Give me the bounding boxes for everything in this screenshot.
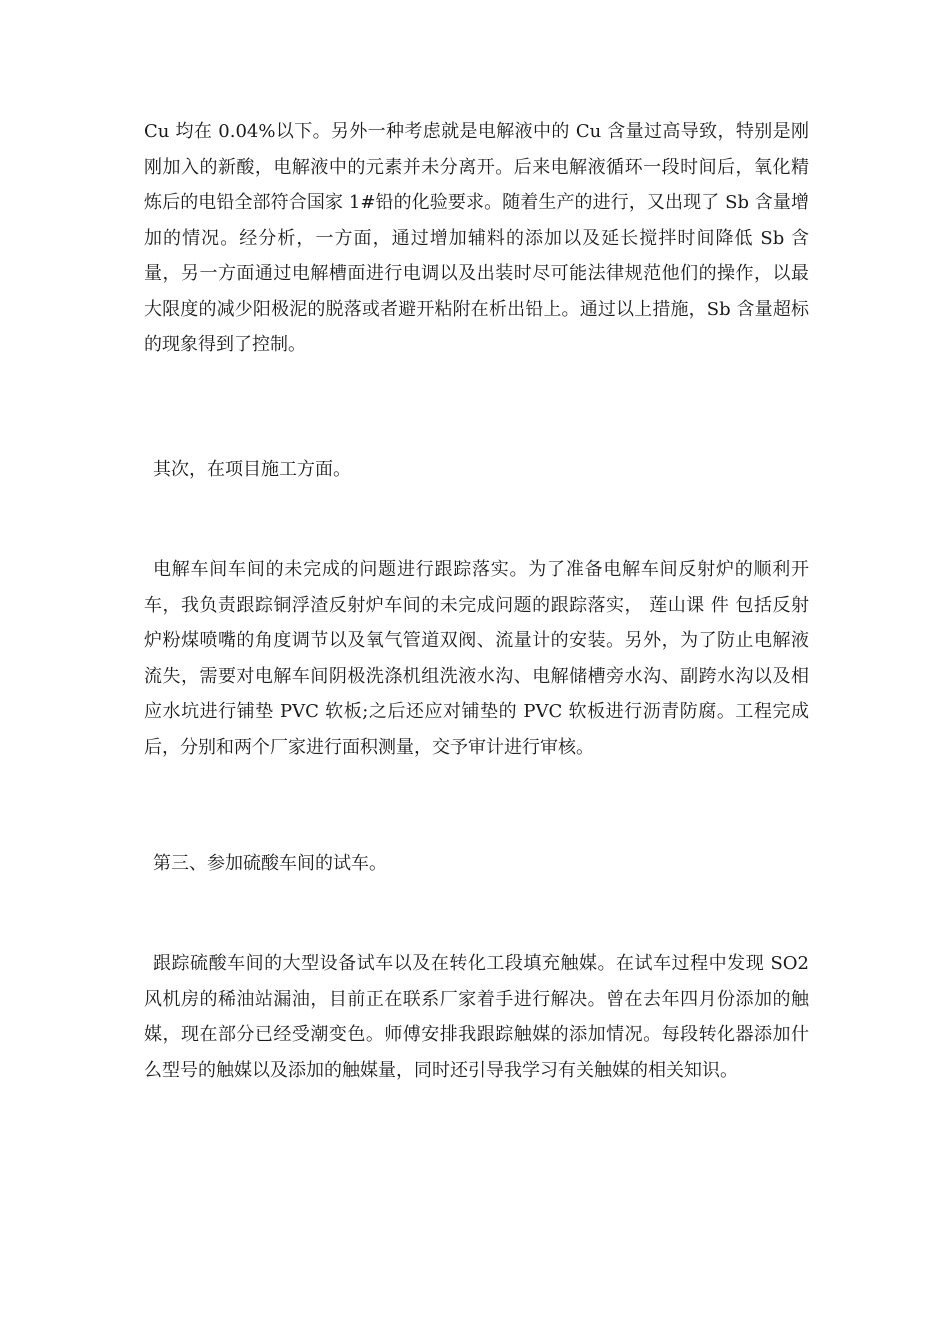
paragraph-copper-antimony-content: Cu 均在 0.04%以下。另外一种考虑就是电解液中的 Cu 含量过高导致，特别是刚刚加入的新酸，电解液中的元素并未分离开。后来电解液循环一段时间后，氧化精炼后的电铅全部符合国家 1#铅的化验要求。随着生产的进行，又出现了 Sb 含量增加的情况。经分析，一方面，通过增加辅料的添加以及延长搅拌时间降低 Sb 含量，另一方面通过电解槽面进行电调以及出装时尽可能法律规范他们的操作，以最大限度的减少阳极泥的脱落或者避开粘附在析出铅上。通过以上措施，Sb 含量超标的现象得到了控制。 <box>144 121 809 355</box>
section-heading-sulfuric-acid-trial: 第三、参加硫酸车间的试车。 <box>153 853 387 874</box>
paragraph-sulfuric-acid-catalyst: 跟踪硫酸车间的大型设备试车以及在转化工段填充触媒。在试车过程中发现 SO2 风机房的稀油站漏油，目前正在联系厂家着手进行解决。曾在去年四月份添加的触媒，现在部分已经受潮变色。师傅安排我跟踪触媒的添加情况。每段转化器添加什么型号的触媒以及添加的触媒量，同时还引导我学习有关触媒的相关知识。 <box>144 953 809 1081</box>
section-heading-project-construction: 其次，在项目施工方面。 <box>153 459 351 480</box>
paragraph-electrolysis-workshop-followup: 电解车间车间的未完成的问题进行跟踪落实。为了准备电解车间反射炉的顺利开车，我负责跟踪铜浮渣反射炉车间的未完成问题的跟踪落实， 莲山课 件 包括反射炉粉煤喷嘴的角度调节以及氧气管道双阀、流量计的安装。另外，为了防止电解液流失，需要对电解车间阴极洗涤机组洗液水沟、电解储槽旁水沟、副跨水沟以及相应水坑进行铺垫 PVC 软板;之后还应对铺垫的 PVC 软板进行沥青防腐。工程完成后，分别和两个厂家进行面积测量，交予审计进行审核。 <box>144 559 809 758</box>
